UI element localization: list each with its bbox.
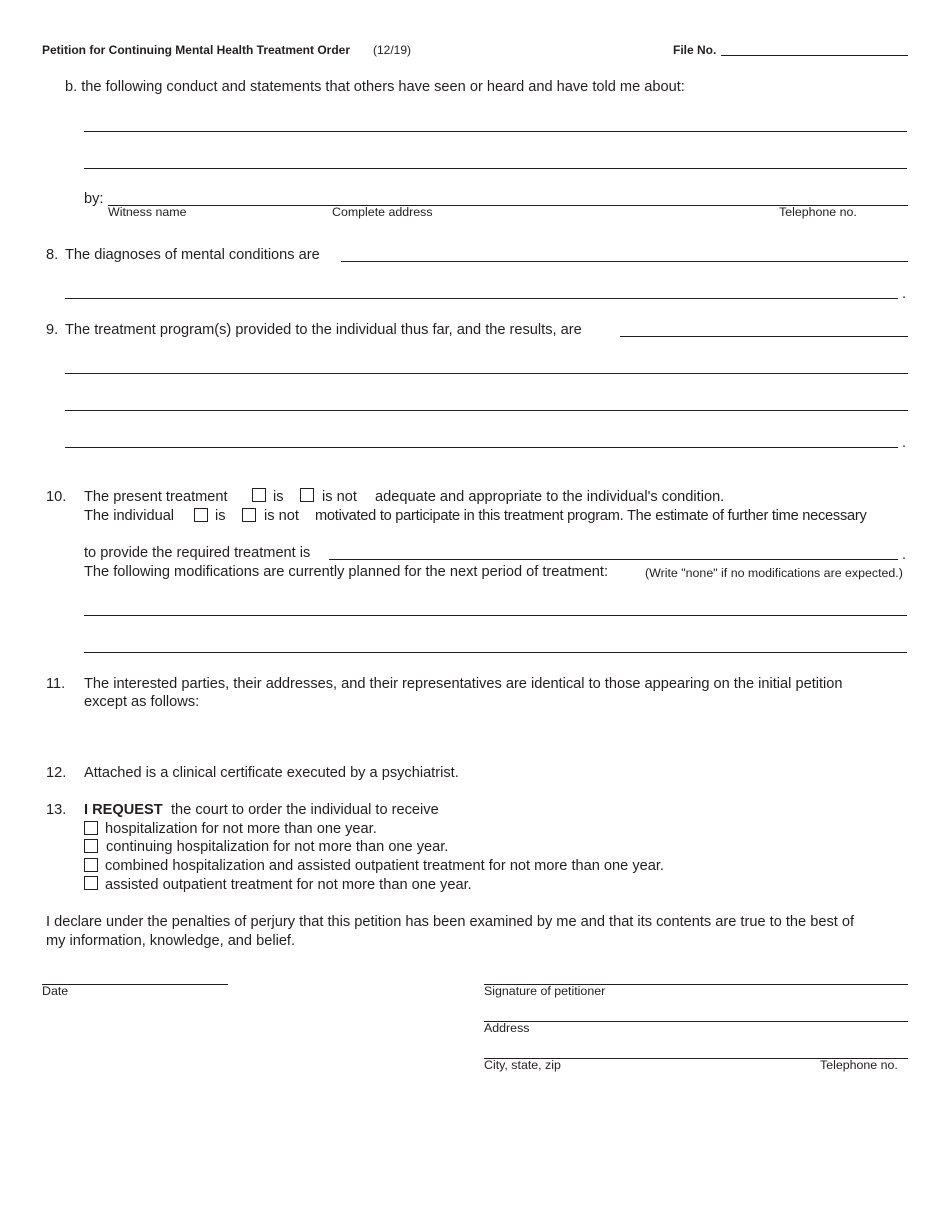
item10-line2-suffix: motivated to participate in this treatment program. The estimate of further time necessary	[315, 508, 867, 524]
date-line[interactable]	[42, 984, 228, 985]
witness-telephone-label: Telephone no.	[779, 205, 857, 219]
item9-line-1[interactable]	[620, 336, 908, 337]
address-label: Address	[484, 1021, 530, 1035]
treatment-time-estimate-line[interactable]	[329, 559, 898, 560]
item8-line-2[interactable]	[65, 298, 898, 299]
individual-is-label: is	[215, 508, 226, 524]
treatment-adequate-is-not-checkbox[interactable]	[300, 488, 314, 502]
section-b-text: b. the following conduct and statements that others have seen or heard and have told me about:	[65, 79, 685, 95]
option-assisted-outpatient-label: assisted outpatient treatment for not more than one year.	[105, 877, 472, 893]
address-line[interactable]	[484, 1021, 908, 1022]
item10-line2-prefix: The individual	[84, 508, 175, 524]
item10-period: .	[902, 547, 907, 563]
item9-period: .	[902, 435, 907, 451]
treatment-adequate-is-checkbox[interactable]	[252, 488, 266, 502]
signature-label: Signature of petitioner	[484, 984, 606, 998]
item10-line4-note: (Write "none" if no modifications are expected.)	[645, 566, 903, 580]
treatment-is-not-label: is not	[322, 489, 357, 505]
item9-text: The treatment program(s) provided to the individual thus far, and the results, are	[65, 322, 582, 338]
item9-line-2[interactable]	[65, 373, 908, 374]
declaration-line2: my information, knowledge, and belief.	[46, 933, 296, 949]
form-version: (12/19)	[373, 43, 412, 57]
by-label: by:	[84, 191, 104, 207]
item12-number: 12.	[46, 765, 67, 781]
city-state-zip-label: City, state, zip	[484, 1058, 561, 1072]
file-no-field[interactable]	[721, 55, 908, 56]
complete-address-label: Complete address	[332, 205, 433, 219]
item8-period: .	[902, 286, 907, 302]
declaration-line1: I declare under the penalties of perjury that this petition has been examined by me and that its contents are true to the best of	[46, 914, 855, 930]
option-continuing-hospitalization-checkbox[interactable]	[84, 839, 98, 853]
item9-number: 9.	[46, 322, 59, 338]
item12-text: Attached is a clinical certificate executed by a psychiatrist.	[84, 765, 459, 781]
item8-text: The diagnoses of mental conditions are	[65, 247, 320, 263]
item11-line1: The interested parties, their addresses, and their representatives are identical to those appearing on the initial petition	[84, 676, 843, 692]
individual-motivated-is-checkbox[interactable]	[194, 508, 208, 522]
modifications-line-2[interactable]	[84, 652, 907, 653]
date-label: Date	[42, 984, 69, 998]
item13-number: 13.	[46, 802, 67, 818]
item11-number: 11.	[46, 676, 66, 692]
option-combined-checkbox[interactable]	[84, 858, 98, 872]
item9-line-4[interactable]	[65, 447, 898, 448]
item8-line-1[interactable]	[341, 261, 908, 262]
item10-line3: to provide the required treatment is	[84, 545, 311, 561]
modifications-line-1[interactable]	[84, 615, 907, 616]
individual-is-not-label: is not	[264, 508, 299, 524]
file-no-label: File No.	[673, 43, 717, 57]
item10-line1-prefix: The present treatment	[84, 489, 228, 505]
item10-number: 10.	[46, 489, 67, 505]
section-b-line-1[interactable]	[84, 131, 907, 132]
witness-name-label: Witness name	[108, 205, 187, 219]
item10-line4-main: The following modifications are currently planned for the next period of treatment:	[84, 564, 609, 580]
option-combined-label: combined hospitalization and assisted outpatient treatment for not more than one year.	[105, 858, 664, 874]
section-b-line-2[interactable]	[84, 168, 907, 169]
option-hospitalization-label: hospitalization for not more than one year.	[105, 821, 377, 837]
option-assisted-outpatient-checkbox[interactable]	[84, 876, 98, 890]
option-hospitalization-checkbox[interactable]	[84, 821, 98, 835]
option-continuing-hospitalization-label: continuing hospitalization for not more than one year.	[106, 839, 449, 855]
item13-request-bold: I REQUEST	[84, 802, 163, 818]
item13-request-text: the court to order the individual to receive	[171, 802, 439, 818]
individual-motivated-is-not-checkbox[interactable]	[242, 508, 256, 522]
treatment-is-label: is	[273, 489, 284, 505]
petitioner-telephone-label: Telephone no.	[820, 1058, 898, 1072]
item8-number: 8.	[46, 247, 59, 263]
item11-line2: except as follows:	[84, 694, 200, 710]
item9-line-3[interactable]	[65, 410, 908, 411]
item10-line1-suffix: adequate and appropriate to the individual's condition.	[375, 489, 725, 505]
form-title: Petition for Continuing Mental Health Treatment Order	[42, 43, 351, 57]
